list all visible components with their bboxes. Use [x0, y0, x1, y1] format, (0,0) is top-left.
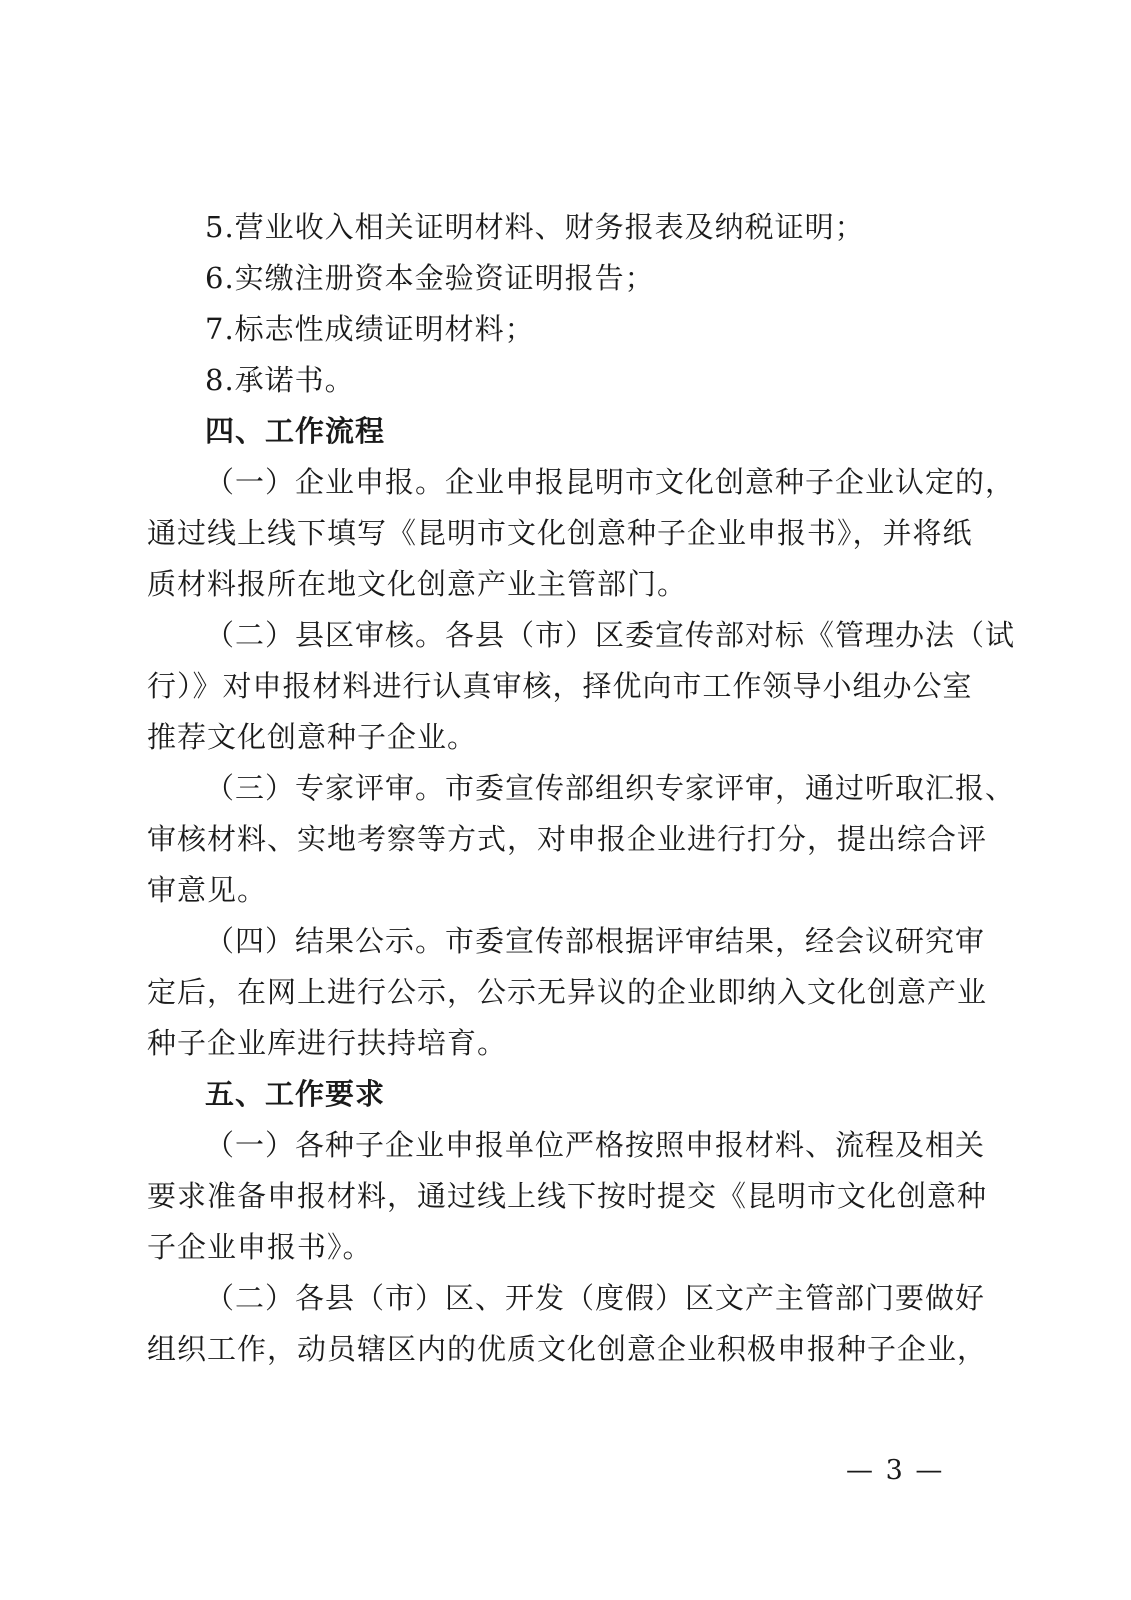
paragraph-line: 子企业申报书》。: [147, 1230, 373, 1264]
list-item-7: 7.标志性成绩证明材料；: [205, 312, 535, 346]
paragraph-line: （二）县区审核。各县（市）区委宣传部对标《管理办法（试: [205, 618, 1016, 652]
section-heading-workflow: 四、工作流程: [205, 414, 386, 448]
document-body: [147, 202, 1016, 1375]
paragraph-line: （三）专家评审。市委宣传部组织专家评审，通过听取汇报、: [205, 771, 1016, 805]
paragraph-line: （一）企业申报。企业申报昆明市文化创意种子企业认定的，: [205, 465, 1016, 499]
paragraph-line: （二）各县（市）区、开发（度假）区文产主管部门要做好: [205, 1281, 986, 1315]
paragraph-line: 要求准备申报材料，通过线上线下按时提交《昆明市文化创意种: [147, 1179, 988, 1213]
page-number: — 3 —: [846, 1455, 945, 1486]
paragraph-line: （一）各种子企业申报单位严格按照申报材料、流程及相关: [205, 1128, 986, 1162]
paragraph-line: 审意见。: [147, 873, 268, 907]
paragraph-line: 通过线上线下填写《昆明市文化创意种子企业申报书》，并将纸: [147, 516, 973, 550]
list-item-8: 8.承诺书。: [205, 363, 355, 397]
list-item-6: 6.实缴注册资本金验资证明报告；: [205, 261, 655, 295]
paragraph-line: 定后，在网上进行公示，公示无异议的企业即纳入文化创意产业: [147, 975, 988, 1009]
paragraph-line: 行）》对申报材料进行认真审核，择优向市工作领导小组办公室: [147, 669, 973, 703]
paragraph-line: 种子企业库进行扶持培育。: [147, 1026, 508, 1060]
section-heading-requirements: 五、工作要求: [205, 1077, 386, 1111]
paragraph-line: （四）结果公示。市委宣传部根据评审结果，经会议研究审: [205, 924, 986, 958]
list-item-5: 5.营业收入相关证明材料、财务报表及纳税证明；: [205, 210, 865, 244]
paragraph-line: 质材料报所在地文化创意产业主管部门。: [147, 567, 688, 601]
paragraph-line: 推荐文化创意种子企业。: [147, 720, 478, 754]
paragraph-line: 组织工作，动员辖区内的优质文化创意企业积极申报种子企业，: [147, 1332, 988, 1366]
paragraph-line: 审核材料、实地考察等方式，对申报企业进行打分，提出综合评: [147, 822, 988, 856]
